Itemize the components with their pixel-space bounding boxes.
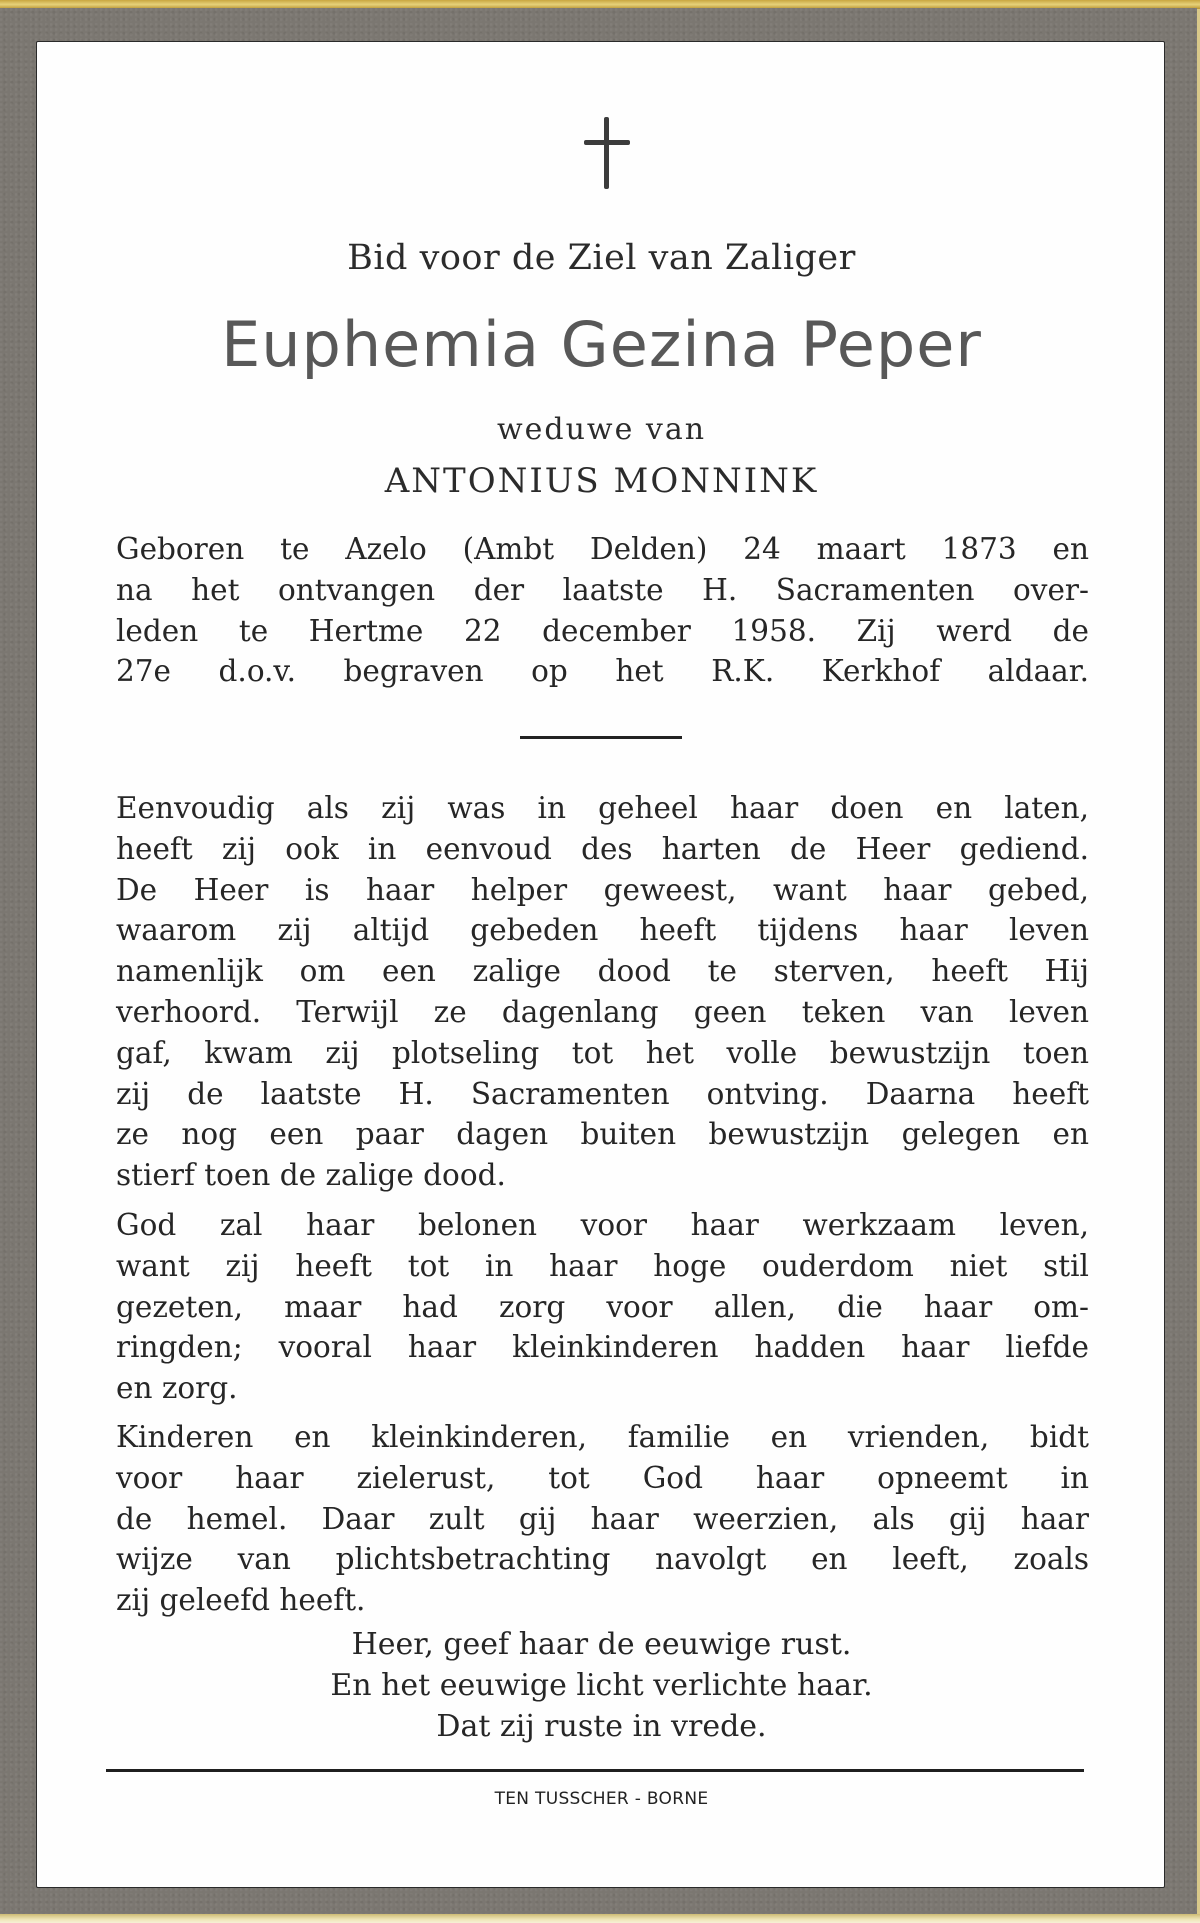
text-line: wijze van plichtsbetrachting navolgt en leeft, zoals [116, 1542, 1089, 1577]
prayer-heading: Bid voor de Ziel van Zaliger [347, 238, 856, 278]
text-line: Kinderen en kleinkinderen, familie en vrienden, bidt [116, 1420, 1089, 1454]
footer-rule [106, 1769, 1084, 1772]
deceased-name: Euphemia Gezina Peper [221, 308, 982, 381]
text-line: waarom zij altijd gebeden heeft tijdens haar leven [116, 913, 1089, 948]
text-line: voor haar zielerust, tot God haar opneemt in [116, 1460, 1089, 1495]
text-line: Eenvoudig als zij was in geheel haar doen en laten, [116, 791, 1089, 825]
text-line: God zal haar belonen voor haar werkzaam leven, [116, 1208, 1089, 1242]
text-line: leden te Hertme 22 december 1958. Zij werd de [116, 613, 1089, 648]
cross-icon-vertical [604, 117, 609, 189]
printer-imprint: TEN TUSSCHER - BORNE [494, 1789, 709, 1809]
family-paragraph [116, 1417, 1089, 1621]
cross-icon-horizontal [584, 140, 630, 145]
text-line: ze nog een paar dagen buiten bewustzijn gelegen en [116, 1117, 1089, 1152]
text-line: heeft zij ook in eenvoud des harten de Heer gediend. [116, 831, 1089, 866]
memorial-card [36, 41, 1165, 1888]
prayer-line: Dat zij ruste in vrede. [436, 1709, 767, 1744]
gilt-edge-bottom [0, 1914, 1200, 1923]
relation-label: weduwe van [496, 412, 707, 447]
text-line: gaf, kwam zij plotseling tot het volle bewustzijn toen [116, 1035, 1089, 1070]
section-divider [520, 736, 682, 739]
tribute-paragraph [116, 788, 1089, 1196]
text-line: verhoord. Terwijl ze dagenlang geen teken van leven [116, 994, 1089, 1029]
text-line: ringden; vooral haar kleinkinderen hadden haar liefde [116, 1330, 1089, 1365]
text-line: 27e d.o.v. begraven op het R.K. Kerkhof aldaar. [116, 654, 1089, 689]
text-line: gezeten, maar had zorg voor allen, die haar om- [116, 1289, 1089, 1324]
text-line: zij geleefd heeft. [116, 1583, 366, 1618]
reward-paragraph [116, 1205, 1089, 1409]
prayer-line: En het eeuwige licht verlichte haar. [330, 1668, 873, 1703]
text-line: De Heer is haar helper geweest, want haar gebed, [116, 872, 1089, 907]
text-line: de hemel. Daar zult gij haar weerzien, als gij haar [116, 1501, 1089, 1536]
biography-paragraph [116, 529, 1089, 692]
text-line: namenlijk om een zalige dood te sterven, heeft Hij [116, 954, 1089, 989]
text-line: stierf toen de zalige dood. [116, 1158, 506, 1193]
text-line: na het ontvangen der laatste H. Sacramenten over- [116, 572, 1089, 607]
text-line: zij de laatste H. Sacramenten ontving. Daarna heeft [116, 1076, 1089, 1111]
text-line: en zorg. [116, 1371, 238, 1406]
closing-prayer [37, 1624, 1166, 1747]
prayer-line: Heer, geef haar de eeuwige rust. [351, 1627, 852, 1662]
text-line: want zij heeft tot in haar hoge ouderdom niet stil [116, 1248, 1089, 1283]
text-line: Geboren te Azelo (Ambt Delden) 24 maart 1873 en [116, 532, 1089, 566]
cross-icon [584, 117, 630, 191]
spouse-name: ANTONIUS MONNINK [384, 461, 819, 501]
